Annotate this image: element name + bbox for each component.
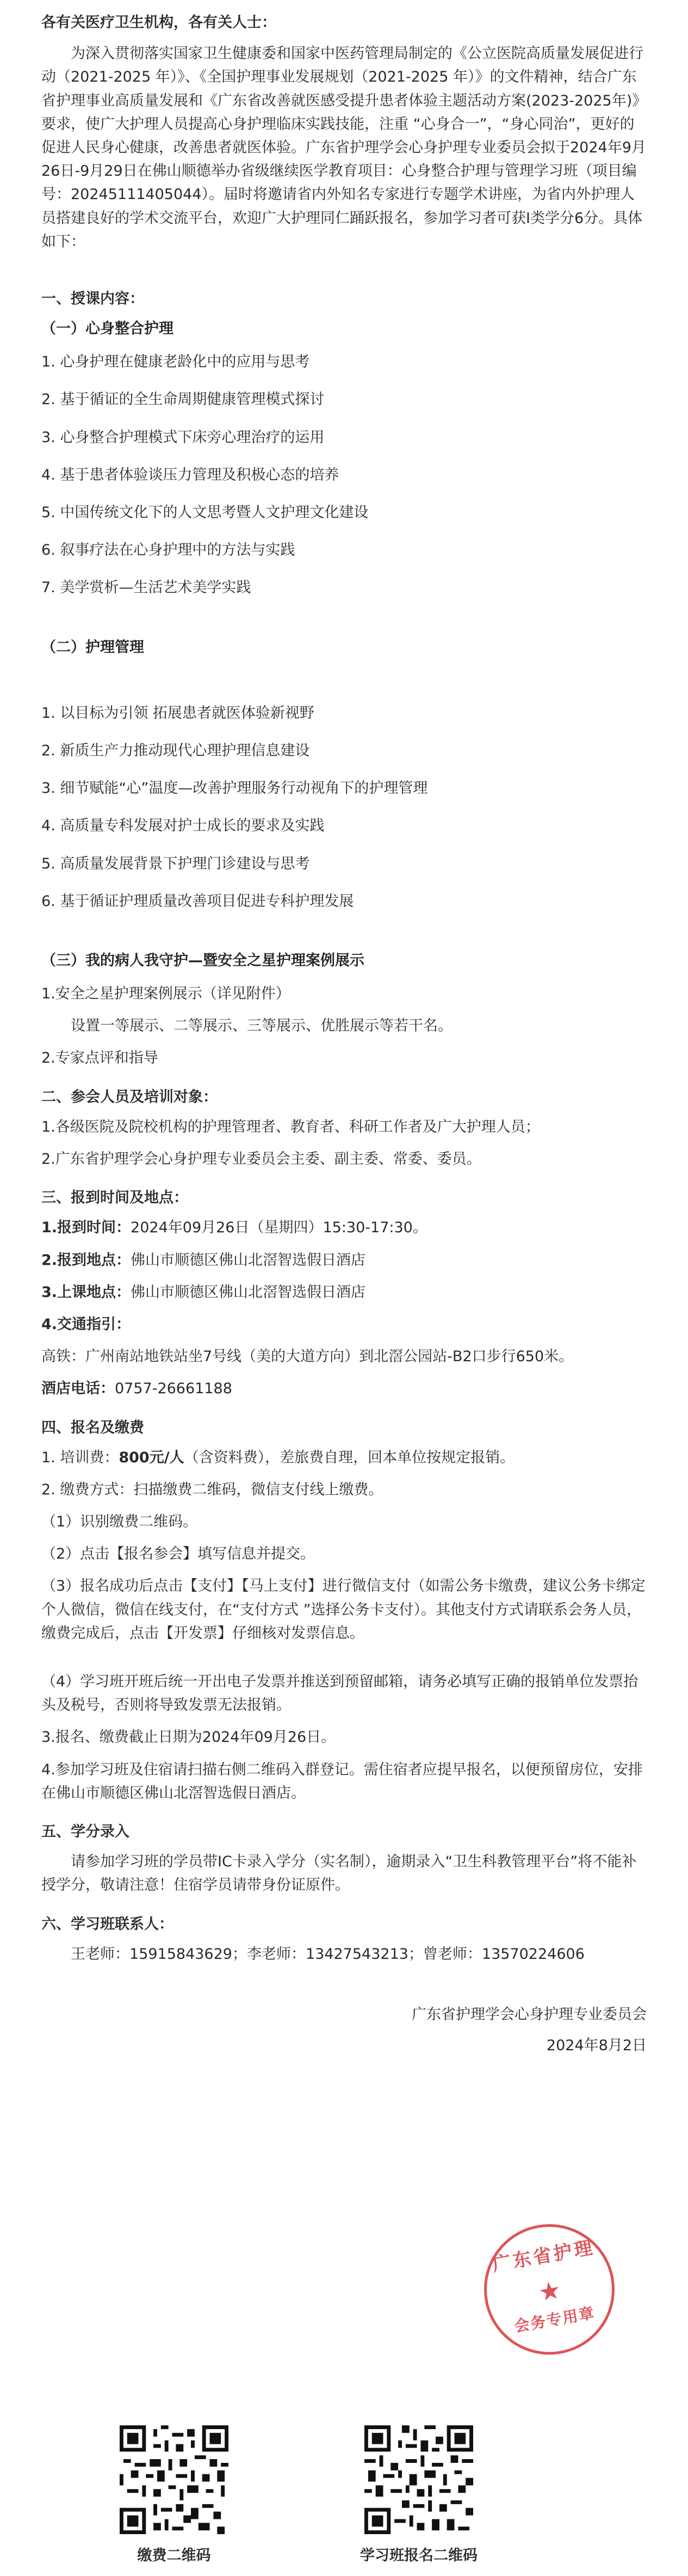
list-item-detail: 设置一等展示、二等展示、三等展示、优胜展示等若干名。: [71, 1017, 453, 1035]
list-item: 2. 新质生产力推动现代心理护理信息建设: [41, 742, 310, 759]
intro-paragraph: 为深入贯彻落实国家卫生健康委和国家中医药管理局制定的《公立医院高质量发展促进行动（2021-2025 年）》、《全国护理事业发展规划（2021-2025 年）》的文件精神，结合广东省护理事业高质量发展和《广东省改善就医感受提升患者体验主题活动方案(2023-2025年)》要求，使广大护理人员提高心身护理临床实践技能，注重 “心身合一”，“身心同治”，更好的促进人民身心健康，改善患者就医体验。广东省护理学会心身护理专业委员会拟于2024年9月26日-9月29日在佛山顺德举办省级继续医学教育项目：心身整合护理与管理学习班（项目编号：20245111405044）。届时将邀请省内外知名专家进行专题学术讲座，为省内外护理人员搭建良好的学术交流平台，欢迎广大护理同仁踊跃报名，参加学习者可获Ⅰ类学分6分。具体如下：: [41, 45, 646, 250]
payment-qr-label: 缴费二维码: [137, 2547, 211, 2564]
part-1-title: （一）心身整合护理: [41, 320, 173, 338]
class-place: 3.上课地点：佛山市顺德区佛山北滘智选假日酒店: [41, 1283, 366, 1301]
part-2-list: [41, 702, 647, 913]
section-2-title: 二、参会人员及培训对象：: [41, 1088, 218, 1106]
payment-step: （3）报名成功后点击【支付】【马上支付】进行微信支付（如需公务卡缴费，建议公务卡绑定个人微信，微信在线支付，在“支付方式 ”选择公务卡支付）。其他支付方式请联系会务人员，缴费完成后，点击【开发票】仔细核对发票信息。: [41, 1578, 646, 1642]
traffic-label: 4.交通指引：: [41, 1315, 131, 1333]
section-3-title: 三、报到时间及地点：: [41, 1189, 188, 1207]
registration-qr-block: [354, 2425, 484, 2567]
registration-qr-code[interactable]: [364, 2425, 473, 2534]
registration-qr-label: 学习班报名二维码: [360, 2547, 478, 2564]
group-registration: 4.参加学习班及住宿请扫描右侧二维码入群登记。需住宿者应提早报名，以便预留房位，安排在佛山市顺德区佛山北滘智选假日酒店。: [41, 1761, 643, 1802]
section-6-title: 六、学习班联系人：: [41, 1915, 173, 1933]
part-3-title: （三）我的病人我守护—暨安全之星护理案例展示: [41, 952, 364, 969]
list-item: 1. 心身护理在健康老龄化中的应用与思考: [41, 353, 310, 371]
list-item: 2. 基于循证的全生命周期健康管理模式探讨: [41, 391, 325, 408]
greeting: 各有关医疗卫生机构，各有关人士：: [41, 14, 276, 31]
part-1-list: [41, 350, 647, 599]
list-item: 1. 以目标为引领 拓展患者就医体验新视野: [41, 704, 314, 722]
section-4-title: 四、报名及缴费: [41, 1419, 144, 1436]
qr-code-row: [0, 2425, 688, 2567]
checkin-place: 2.报到地点：佛山市顺德区佛山北滘智选假日酒店: [41, 1251, 366, 1269]
list-item: 3. 心身整合护理模式下床旁心理治疗的运用: [41, 429, 325, 446]
section-5-title: 五、学分录入: [41, 1823, 129, 1840]
list-item: 4. 基于患者体验谈压力管理及积极心态的培养: [41, 466, 339, 483]
contact-list: 王老师：15915843629；李老师：13427543213；曾老师：13570224606: [71, 1945, 585, 1963]
seal-star: ★: [536, 2274, 563, 2308]
credit-entry-text: 请参加学习班的学员带IC卡录入学分（实名制），逾期录入“卫生科教管理平台”将不能补授学分，敬请注意！住宿学员请带身份证原件。: [41, 1853, 637, 1894]
list-item: 6. 叙事疗法在心身护理中的方法与实践: [41, 542, 295, 559]
hotel-phone: 酒店电话：0757-26661188: [41, 1380, 232, 1398]
payment-step: （1）识别缴费二维码。: [41, 1513, 198, 1531]
seal-bottom-text: 会务专用章: [513, 2304, 597, 2336]
training-fee: 1. 培训费：800元/人（含资料费），差旅费自理，回本单位按规定报销。: [41, 1449, 515, 1466]
list-item: 3. 细节赋能“心”温度—改善护理服务行动视角下的护理管理: [41, 780, 428, 797]
section-1-title: 一、授课内容：: [41, 290, 144, 307]
seal-top-text: 广东省护理: [491, 2236, 597, 2276]
payment-step: （4）学习班开班后统一开出电子发票并推送到预留邮箱，请务必填写正确的报销单位发票抬头及税号，否则将导致发票无法报销。: [41, 1673, 639, 1714]
list-item: 5. 高质量发展背景下护理门诊建设与思考: [41, 855, 310, 872]
signature-org: 广东省护理学会心身护理专业委员会: [412, 2006, 647, 2023]
deadline: 3.报名、缴费截止日期为2024年09月26日。: [41, 1729, 336, 1746]
signature-date: 2024年8月2日: [546, 2037, 647, 2054]
list-item: 1.各级医院及院校机构的护理管理者、教育者、科研工作者及广大护理人员；: [41, 1118, 540, 1135]
part-2-title: （二）护理管理: [41, 638, 144, 656]
list-item: 1.安全之星护理案例展示（详见附件）: [41, 985, 290, 1003]
list-item: 2.广东省护理学会心身护理专业委员会主委、副主委、常委、委员。: [41, 1151, 481, 1168]
payment-method: 2. 缴费方式：扫描缴费二维码，微信支付线上缴费。: [41, 1481, 383, 1498]
list-item: 6. 基于循证护理质量改善项目促进专科护理发展: [41, 892, 354, 910]
payment-step: （2）点击【报名参会】填写信息并提交。: [41, 1545, 315, 1563]
payment-qr-block: [109, 2425, 239, 2567]
payment-qr-code[interactable]: [120, 2425, 228, 2534]
checkin-time: 1.报到时间：2024年09月26日（星期四）15:30-17:30。: [41, 1219, 427, 1237]
list-item: 5. 中国传统文化下的人文思考暨人文护理文化建设: [41, 504, 369, 521]
list-item: 4. 高质量专科发展对护士成长的要求及实践: [41, 817, 325, 835]
list-item: 7. 美学赏析—生活艺术美学实践: [41, 579, 251, 597]
list-item: 2.专家点评和指导: [41, 1050, 158, 1067]
traffic-guide: 高铁：广州南站地铁站坐7号线（美的大道方向）到北滘公园站-B2口步行650米。: [41, 1348, 574, 1365]
